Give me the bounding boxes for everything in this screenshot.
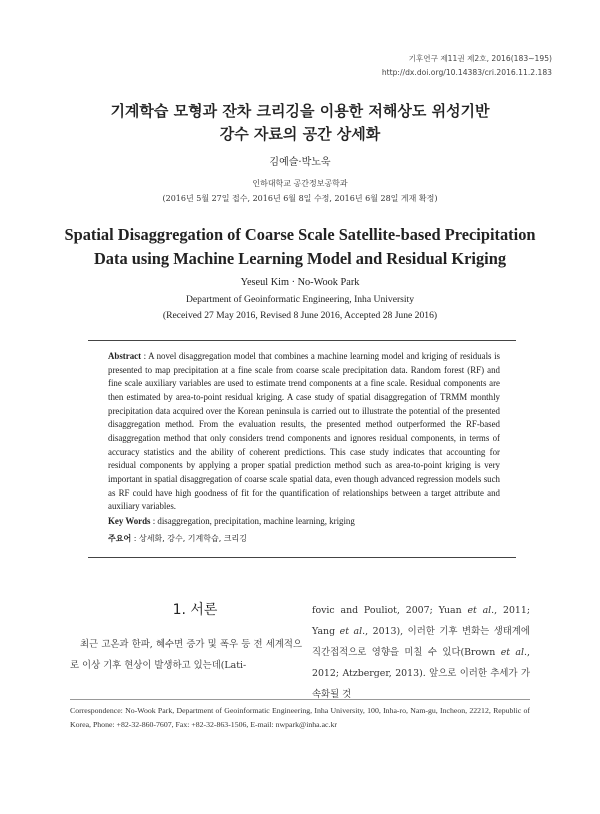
english-title-line2: Data using Machine Learning Model and Residual Kriging — [93, 249, 507, 268]
keywords-text: : disaggregation, precipitation, machine learning, kriging — [150, 516, 355, 526]
body-right-column: fovic and Pouliot, 2007; Yuan et al., 2011; Yang et al., 2013), 이러한 기후 변화는 생태계에 직간접적으로 영향을 미칠 수 있다(Brown et al., 2012; Atzberger, 2013). 앞으로 이러한 추세가 가속화될 것 — [312, 605, 530, 700]
english-authors: Yeseul Kim · No-Wook Park — [240, 277, 360, 288]
korean-keywords-text: : 상세화, 강수, 기계학습, 크리깅 — [131, 534, 247, 543]
abstract-label: Abstract — [108, 351, 142, 361]
doi-link[interactable]: http://dx.doi.org/10.14383/cri.2016.11.2.183 — [381, 68, 552, 77]
footnote-rule — [70, 699, 530, 700]
korean-affiliation: 인하대학교 공간정보공학과 — [252, 179, 348, 188]
english-affiliation: Department of Geoinformatic Engineering, Inha University — [185, 294, 415, 305]
abstract-text: : A novel disaggregation model that combines a machine learning model and kriging of residuals is presented to map precipitation at a fine scale from coarse scale precipitation data. Random forest (RF) and fine scale auxiliary variables are used to estimate trend components at a fine scale. Residual components are then estimated by area-to-point residual kriging. A case study of spatial disaggregation of TRMM monthly precipitation data acquired over the Korean peninsula is carried out to illustrate the potential of the presented disaggregation method. From the evaluation results, the presented method outperformed the RF-based disaggregation method that only considers trend components and ignores residual components, in terms of accuracy statistics and the ability of coherent predictions. This case study indicates that accounting for residual components by applying a proper spatial prediction method such as area-to-point kriging is very important in spatial disaggregation of coarse scale spatial data, even though advanced regression models such as RF could have high goodness of fit for the quantification of relationships between a target attribute and auxiliary variables. — [108, 351, 500, 512]
korean-dates: (2016년 5월 27일 접수, 2016년 6월 8일 수정, 2016년 6월 28일 게재 확정) — [162, 194, 438, 203]
english-dates: (Received 27 May 2016, Revised 8 June 2016, Accepted 28 June 2016) — [162, 310, 438, 321]
correspondence-footnote: Correspondence: No-Wook Park, Department of Geoinformatic Engineering, Inha University, 100, Inha-ro, Nam-gu, Incheon, 22212, Republic of Korea, Phone: +82-32-860-7607, Fax: +82-32-863-1506, E-mail: nwpark@inha.ac.kr — [70, 706, 530, 729]
korean-title — [0, 100, 600, 146]
korean-authors: 김예슬·박노욱 — [269, 157, 331, 168]
body-left-column: 최근 고온과 한파, 혜수면 증가 및 폭우 등 전 세계적으로 이상 기후 현상이 발생하고 있는데(Lati- — [70, 639, 302, 671]
keywords-label: Key Words — [108, 516, 151, 526]
english-title-line1: Spatial Disaggregation of Coarse Scale Satellite-based Precipitation — [64, 225, 536, 244]
korean-title-line1: 기계학습 모형과 잔차 크리깅을 이용한 저해상도 위성기반 — [110, 102, 490, 120]
korean-keywords-label: 주요어 — [108, 534, 132, 543]
journal-info: 기후연구 제11권 제2호, 2016(183~195) — [408, 54, 552, 63]
section-title-introduction: 1. 서론 — [172, 602, 218, 618]
korean-title-line2: 강수 자료의 공간 상세화 — [219, 125, 381, 143]
korean-keywords — [108, 533, 500, 544]
english-title — [0, 223, 600, 271]
abstract — [108, 350, 500, 514]
abstract-bottom-rule — [88, 557, 516, 558]
abstract-top-rule — [88, 340, 516, 341]
keywords — [108, 516, 500, 526]
